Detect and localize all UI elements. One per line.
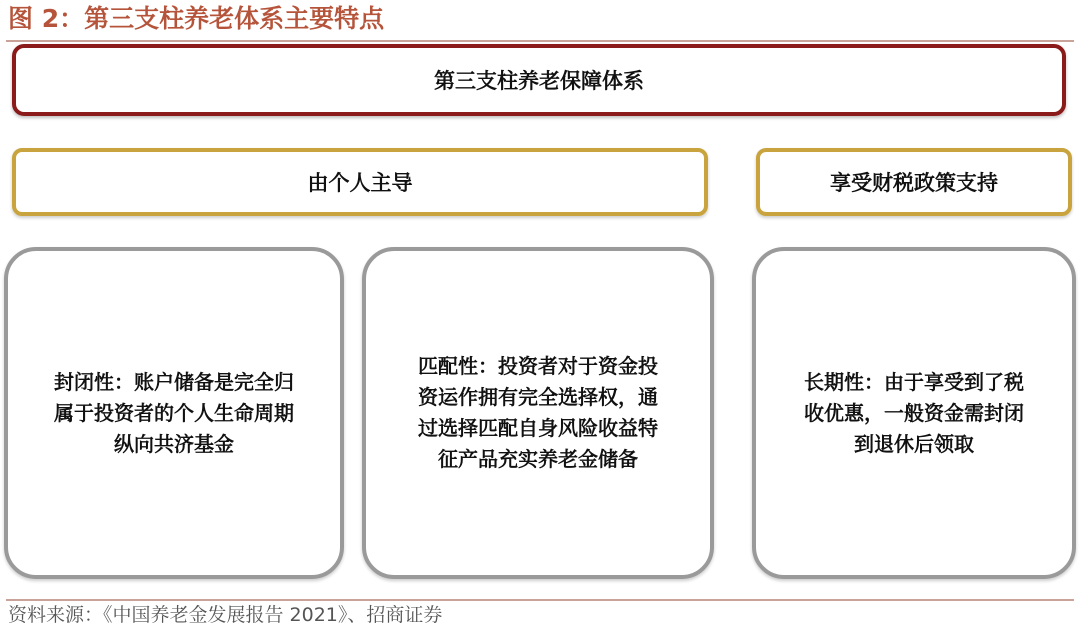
- card-line: 收优惠，一般资金需封闭: [804, 400, 1024, 425]
- card-closedness: [4, 247, 344, 579]
- card-long-term: [752, 247, 1076, 579]
- card-matching: [362, 247, 714, 579]
- card-line: 到退休后领取: [854, 431, 974, 456]
- card-line: 资运作拥有完全选择权，通: [418, 385, 658, 409]
- source-note: 资料来源：《中国养老金发展报告 2021》、招商证券: [8, 604, 443, 626]
- top-divider: [6, 40, 1074, 42]
- card-line: 匹配性：投资者对于资金投: [418, 354, 658, 378]
- bottom-divider: [6, 599, 1074, 601]
- main-system-box: 第三支柱养老保障体系: [12, 44, 1066, 116]
- card-line: 征产品充实养老金储备: [438, 447, 638, 471]
- card-line: 封闭性：账户储备是完全归: [54, 369, 294, 394]
- card-line: 长期性：由于享受到了税: [804, 369, 1024, 394]
- category-box-tax-policy: 享受财税政策支持: [756, 148, 1072, 216]
- card-line: 属于投资者的个人生命周期: [54, 400, 294, 425]
- category-box-individual-led: 由个人主导: [12, 148, 708, 216]
- card-line: 过选择匹配自身风险收益特: [418, 416, 658, 440]
- card-line: 纵向共济基金: [114, 431, 234, 456]
- figure-title: 图 2：第三支柱养老体系主要特点: [8, 4, 385, 33]
